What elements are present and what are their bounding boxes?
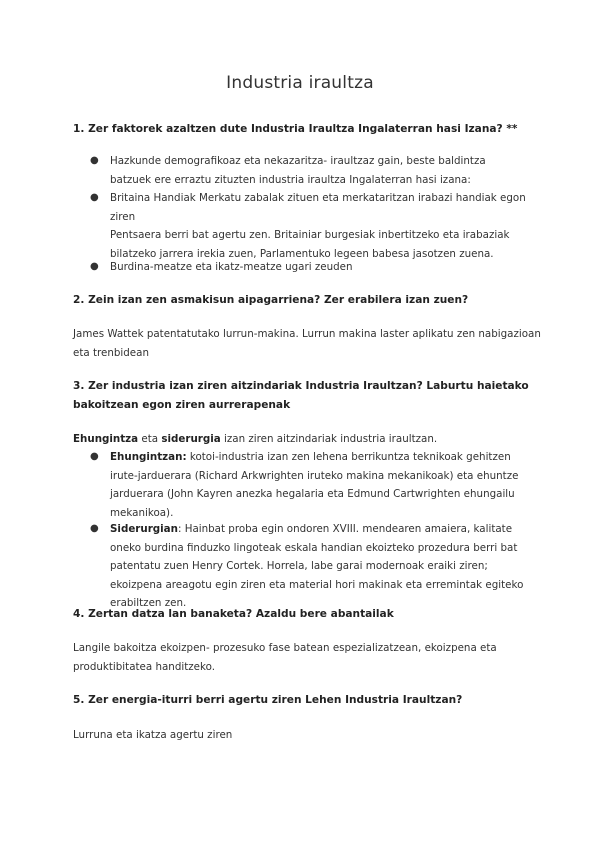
answer-4: Langile bakoitza ekoizpen- prozesuko fase batean espezializatzean, ekoizpena eta produktibitatea handitzeko.	[73, 642, 497, 673]
bullet-icon: ●	[90, 155, 99, 166]
item-label: Siderurgian	[110, 523, 178, 535]
list-item	[90, 189, 530, 227]
list-item	[90, 258, 530, 277]
answer-3-intro	[73, 430, 543, 449]
intro-rest: izan ziren aitzindariak industria iraultzan.	[220, 433, 438, 445]
bullet-icon: ●	[90, 451, 99, 462]
bullet-icon: ●	[90, 261, 99, 272]
page-title: Industria iraultza	[226, 73, 374, 93]
intro-connector: eta	[138, 433, 162, 445]
list-item-text: Hazkunde demografikoaz eta nekazaritza- iraultzaz gain, beste baldintza batzuek ere erraztu zituzten industria iraultza Ingalaterran hasi izana:	[110, 155, 486, 186]
intro-bold-ehungintza: Ehungintza	[73, 433, 139, 445]
answer-5: Lurruna eta ikatza agertu ziren	[73, 729, 233, 741]
list-item	[90, 448, 530, 522]
question-5: 5. Zer energia-iturri berri agertu ziren Lehen Industria Iraultzan?	[73, 694, 463, 706]
question-4: 4. Zertan datza lan banaketa? Azaldu bere abantailak	[73, 608, 394, 620]
bullet-icon: ●	[90, 192, 99, 203]
list-item	[90, 152, 530, 190]
list-item-text: Burdina-meatze eta ikatz-meatze ugari zeuden	[110, 261, 353, 273]
list-item-text	[110, 448, 530, 522]
item-body: : Hainbat proba egin ondoren XVIII. mendearen amaiera, kalitate oneko burdina finduzko lingoteak eskala handian ekoizteko prozedura berri bat patentatu zuen Henry Cortek. Horrela, labe garai modernoak eraiki ziren; ekoizpena areagotu egin ziren eta material hori makinak eta erremintak egiteko erabiltzen zen.	[110, 523, 524, 609]
question-2: 2. Zein izan zen asmakisun aipagarriena? Zer erabilera izan zuen?	[73, 294, 469, 306]
intro-bold-siderurgia: siderurgia	[161, 433, 221, 445]
question-1: 1. Zer faktorek azaltzen dute Industria Iraultza Ingalaterran hasi Izana? **	[73, 123, 518, 135]
bullet-icon: ●	[90, 523, 99, 534]
question-3: 3. Zer industria izan ziren aitzindariak Industria Iraultzan? Laburtu haietako bakoitzean egon ziren aurrerapenak	[73, 380, 529, 411]
list-item-text	[110, 520, 530, 613]
item-label: Ehungintzan:	[110, 451, 187, 463]
list-item-text: Pentsaera berri bat agertu zen. Britainiar burgesiak inbertitzeko eta irabaziak bilatzeko jarrera irekia zuen, Parlamentuko legeen babesa jasotzen zuena.	[110, 229, 510, 260]
answer-2: James Wattek patentatutako lurrun-makina. Lurrun makina laster aplikatu zen nabigazioan eta trenbidean	[73, 328, 541, 359]
item-body: kotoi-industria izan zen lehena berrikuntza teknikoak gehitzen irute-jarduerara (Richard Arkwrighten iruteko makina mekanikoak) eta ehuntze jarduerara (John Kayren anezka hegalaria eta Edmund Cartwrighten ehungailu mekanikoa).	[110, 451, 519, 519]
list-item-text: Britaina Handiak Merkatu zabalak zituen eta merkataritzan irabazi handiak egon ziren	[110, 192, 526, 223]
list-item	[90, 520, 530, 609]
